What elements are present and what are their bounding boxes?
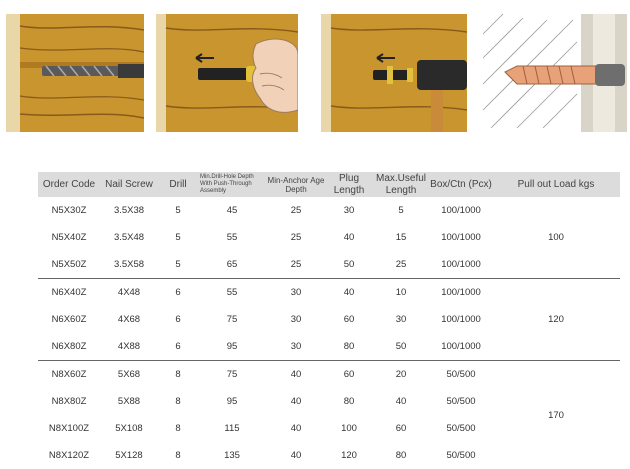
header-drill: Drill [158,172,198,197]
pull-out-cell: 170 [492,361,620,469]
plug-length-cell: 40 [326,224,372,251]
nail-screw-cell: 5X128 [100,442,158,469]
insert-step-illustration [156,14,298,132]
hole-depth-cell: 45 [198,197,266,224]
useful-length-cell: 80 [372,442,430,469]
order-code-cell: N8X60Z [38,361,100,389]
drill-cell: 6 [158,279,198,307]
order-code-cell: N8X80Z [38,388,100,415]
useful-length-cell: 15 [372,224,430,251]
order-code-cell: N5X40Z [38,224,100,251]
header-min-anchor-age-depth: Min-Anchor Age Depth [266,172,326,197]
header-pull-out: Pull out Load kgs [492,172,620,197]
useful-length-cell: 20 [372,361,430,389]
hammer-step-illustration [321,14,467,132]
anchor-depth-cell: 40 [266,415,326,442]
plug-length-cell: 60 [326,361,372,389]
hammer-step-drawing [321,14,467,132]
drill-step-illustration [6,14,144,132]
hole-depth-cell: 95 [198,388,266,415]
anchor-depth-cell: 25 [266,197,326,224]
nail-screw-cell: 5X108 [100,415,158,442]
plug-length-cell: 120 [326,442,372,469]
useful-length-cell: 40 [372,388,430,415]
box-ctn-cell: 50/500 [430,388,492,415]
installed-step-illustration [477,14,627,132]
drill-cell: 8 [158,442,198,469]
header-nail-screw: Nail Screw [100,172,158,197]
box-ctn-cell: 100/1000 [430,251,492,279]
plug-length-cell: 100 [326,415,372,442]
useful-length-cell: 60 [372,415,430,442]
order-code-cell: N6X60Z [38,306,100,333]
table-row [38,279,620,307]
order-code-cell: N8X120Z [38,442,100,469]
anchor-depth-cell: 25 [266,224,326,251]
box-ctn-cell: 100/1000 [430,333,492,361]
hole-depth-cell: 95 [198,333,266,361]
anchor-depth-cell: 30 [266,333,326,361]
box-ctn-cell: 50/500 [430,415,492,442]
anchor-depth-cell: 30 [266,306,326,333]
anchor-depth-cell: 40 [266,388,326,415]
specification-table [38,172,620,469]
box-ctn-cell: 100/1000 [430,224,492,251]
drill-bit-icon [42,64,144,78]
anchor-depth-cell: 25 [266,251,326,279]
useful-length-cell: 10 [372,279,430,307]
drill-step-drawing [6,14,144,132]
useful-length-cell: 25 [372,251,430,279]
box-ctn-cell: 50/500 [430,361,492,389]
header-order-code: Order Code [38,172,100,197]
hole-depth-cell: 75 [198,306,266,333]
box-ctn-cell: 50/500 [430,442,492,469]
table-header-row [38,172,620,197]
useful-length-cell: 30 [372,306,430,333]
nail-screw-cell: 4X88 [100,333,158,361]
useful-length-cell: 50 [372,333,430,361]
drill-cell: 5 [158,197,198,224]
useful-length-cell: 5 [372,197,430,224]
drill-cell: 8 [158,361,198,389]
order-code-cell: N6X40Z [38,279,100,307]
header-box-ctn: Box/Ctn (Pcx) [430,172,492,197]
order-code-cell: N5X30Z [38,197,100,224]
anchor-depth-cell: 40 [266,361,326,389]
drill-cell: 8 [158,388,198,415]
drill-cell: 6 [158,333,198,361]
nail-screw-cell: 4X68 [100,306,158,333]
hole-depth-cell: 55 [198,279,266,307]
hole-depth-cell: 75 [198,361,266,389]
box-ctn-cell: 100/1000 [430,197,492,224]
header-plug-length: Plug Length [326,172,372,197]
hole-depth-cell: 55 [198,224,266,251]
order-code-cell: N5X50Z [38,251,100,279]
nail-screw-cell: 5X88 [100,388,158,415]
installed-step-drawing [477,14,627,132]
table-row [38,197,620,224]
plug-length-cell: 50 [326,251,372,279]
nail-screw-cell: 5X68 [100,361,158,389]
header-max-useful-length: Max.Useful Length [372,172,430,197]
box-ctn-cell: 100/1000 [430,306,492,333]
nail-screw-cell: 3.5X58 [100,251,158,279]
order-code-cell: N6X80Z [38,333,100,361]
order-code-cell: N8X100Z [38,415,100,442]
nail-screw-cell: 4X48 [100,279,158,307]
hole-depth-cell: 65 [198,251,266,279]
hole-depth-cell: 135 [198,442,266,469]
plug-length-cell: 30 [326,197,372,224]
plug-length-cell: 80 [326,388,372,415]
drill-cell: 6 [158,306,198,333]
box-ctn-cell: 100/1000 [430,279,492,307]
hole-depth-cell: 115 [198,415,266,442]
plug-length-cell: 80 [326,333,372,361]
anchor-depth-cell: 30 [266,279,326,307]
anchor-depth-cell: 40 [266,442,326,469]
drill-cell: 5 [158,251,198,279]
drill-cell: 8 [158,415,198,442]
nail-screw-cell: 3.5X48 [100,224,158,251]
insert-step-drawing [156,14,298,132]
table-row [38,361,620,389]
pull-out-cell: 120 [492,279,620,361]
pull-out-cell: 100 [492,197,620,279]
plug-length-cell: 40 [326,279,372,307]
nail-screw-cell: 3.5X38 [100,197,158,224]
header-min-drill-hole-depth: Min.Drill-Hole Depth With Push-Through Assembly [198,172,266,197]
drill-cell: 5 [158,224,198,251]
anchor-icon [505,64,625,86]
plug-length-cell: 60 [326,306,372,333]
